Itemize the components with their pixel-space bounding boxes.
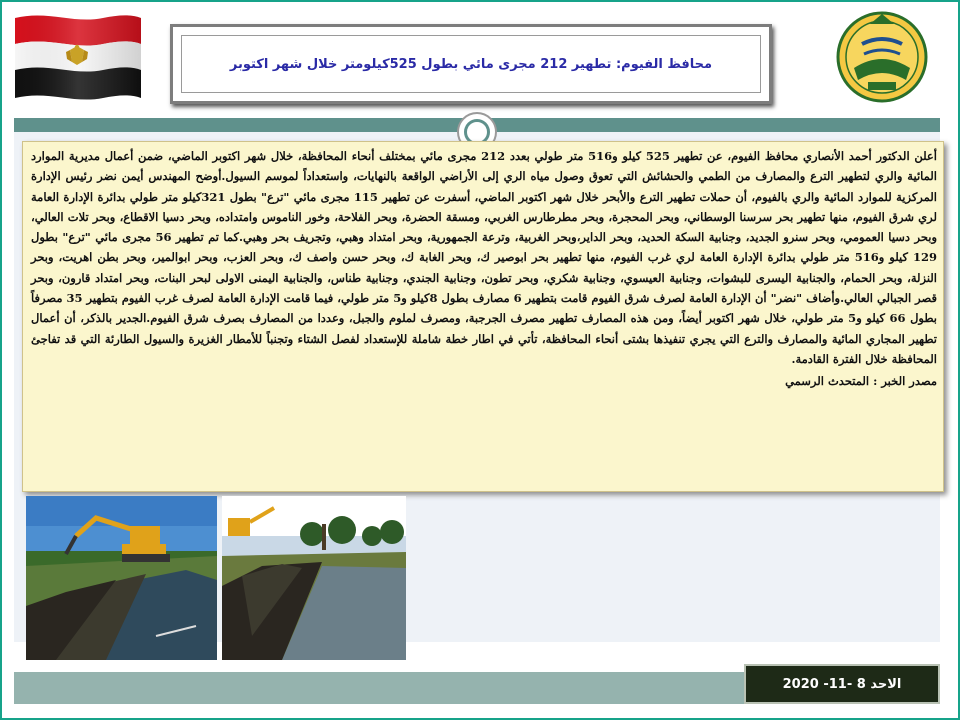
date-text: الاحد 8 -11- 2020 (782, 676, 902, 692)
article-body: أعلن الدكتور أحمد الأنصاري محافظ الفيوم، عن تطهير 525 كيلو و516 متر طولي بعدد 212 مجرى مائي بمختلف أنحاء المحافظة، خلال شهر اكتوبر الماضي، ضمن أعمال مديرية الموارد المائية والري لتطهير الترع والمصارف من الطمي والحشائش التي تعوق وصول مياه الري إلى الأراضي الواقعة بالنهايات، واستعداداً لموسم السيول.أوضح المهندس أيمن نضر رئيس الإدارة المركزية للموارد المائية والري بالفيوم، أن حملات تطهير الترع والأبحر خلال شهر اكتوبر الماضي، أسفرت عن تطهير 115 مجرى مائي "ترع" بطول 321كيلو متر طولي بدائرة الإدارة العامة لري شرق الفيوم، منها تطهير بحر سرسنا الوسطاني، وبحر المحجرة، وبحر مطرطارس الغربي، ومسقة الحضرة، وبحر الفلاحة، وخور الناموس وامتداده، وبحر دسيا الاقطاع، وبحر تلات العالي، وبحر دسيا العمومي، وبحر سنرو الجديد، وجنابية السكة الحديد، وبحر الداير،وبحر الغربية، وترعة الجمهورية، وبحر امتداد وهبي، وتجريف بحر وهبي.كما تم تطهير 56 مجرى مائي "ترع" بطول 129 كيلو و516 متر طولي بدائرة الإدارة العامة لري غرب الفيوم، منها تطهير بحر ابوصير ك، وبحر الغابة ك، وبحر حسن واصف ك، وبحر العزب، وبحر ابوالمير، وبحر بطن اهريت، وبحر النزلة، وبحر الحمام، والجنابية اليسرى للبشوات، وجنابية العيسوي، وجنابية شكري، وبحر تطون، وجنابية الجندي، وجنابية طناس، والجنابية اليمنى الاولى لبحر البنات، وبحر امتداد قارون، وبحر قصر الجبالي العالي.وأضاف "نضر" أن الإدارة العامة لصرف شرق الفيوم قامت بتطهير 6 مصارف بطول 8كيلو و5 متر طولي، فيما قامت الإدارة العامة لصرف غرب الفيوم بتطهير 35 مصرفاً بطول 66 كيلو و5 متر طولي، خلال شهر اكتوبر أيضاً، ومن هذه المصارف تطهير مصرف الجرجبة، ومصرف لملوم والجبل، وعددا من المصارف بصرف شرق الفيوم.الجدير بالذكر، أن أعمال تطهير المجاري المائية والمصارف والترع التي يجري تنفيذها بشتى أنحاء المحافظة، تأتي في اطار خطة شاملة للإستعداد لفصل الشتاء وتجنباً للأمطار الغزيرة والسيول الطارئة التي قد تفاجئ المحافظة خلال الفترة القادمة. (31, 149, 938, 366)
egypt-flag-icon (13, 10, 143, 102)
headline-inner-frame (181, 35, 761, 93)
headline-box (170, 24, 772, 104)
canal-excavator-photo-2 (222, 496, 406, 660)
canal-excavator-photo-1 (26, 496, 217, 660)
article-source: مصدر الخبر : المتحدث الرسمي (785, 374, 937, 389)
headline-title: محافظ الفيوم: تطهير 212 مجرى مائي بطول 525كيلومتر خلال شهر اكتوبر (229, 56, 713, 72)
date-badge (744, 664, 940, 704)
governorate-logo-icon (832, 10, 932, 104)
article-box (22, 141, 944, 492)
